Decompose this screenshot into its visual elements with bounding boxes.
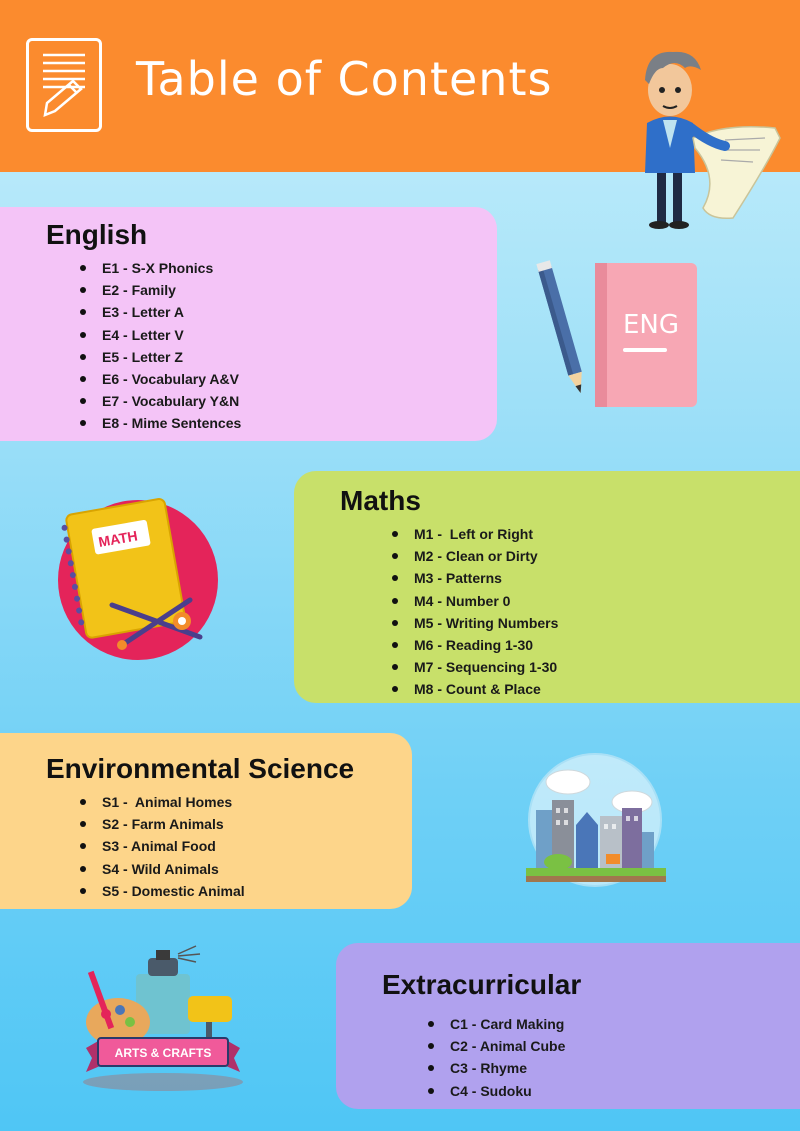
list-item: M1 - Left or Right: [392, 523, 800, 545]
list-item: M8 - Count & Place: [392, 678, 800, 700]
section-english: [0, 207, 497, 441]
topic-list: [428, 1013, 800, 1102]
maths-notebook-compass-illustration: [50, 495, 230, 660]
list-item: E4 - Letter V: [80, 324, 497, 346]
section-heading: Extracurricular: [382, 969, 582, 1000]
list-item: M7 - Sequencing 1-30: [392, 656, 800, 678]
list-item: M5 - Writing Numbers: [392, 612, 800, 634]
notebook-label: MATH: [97, 527, 139, 550]
list-item: E7 - Vocabulary Y&N: [80, 390, 497, 412]
list-item: E5 - Letter Z: [80, 346, 497, 368]
list-item: M6 - Reading 1-30: [392, 634, 800, 656]
section-heading: Environmental Science: [46, 753, 355, 784]
list-item: C4 - Sudoku: [428, 1080, 800, 1102]
list-item: E8 - Mime Sentences: [80, 412, 497, 434]
list-item: M4 - Number 0: [392, 590, 800, 612]
list-item: S4 - Wild Animals: [80, 858, 412, 880]
section-environmental-science: [0, 733, 412, 909]
list-item: E2 - Family: [80, 279, 497, 301]
section-heading: Maths: [340, 485, 421, 516]
arts-crafts-illustration: [78, 940, 248, 1095]
list-item: E6 - Vocabulary A&V: [80, 368, 497, 390]
list-item: S1 - Animal Homes: [80, 791, 412, 813]
arts-crafts-banner-label: ARTS & CRAFTS: [114, 1046, 212, 1060]
list-item: C2 - Animal Cube: [428, 1035, 800, 1057]
section-extracurricular: [336, 943, 800, 1109]
list-item: C1 - Card Making: [428, 1013, 800, 1035]
book-label: ENG: [623, 310, 680, 340]
english-book-pencil-illustration: [535, 255, 705, 415]
man-reading-scroll-illustration: [615, 28, 790, 233]
list-item: M2 - Clean or Dirty: [392, 545, 800, 567]
list-item: C3 - Rhyme: [428, 1057, 800, 1079]
list-item: S5 - Domestic Animal: [80, 880, 412, 902]
document-pencil-icon: [26, 38, 102, 132]
list-item: E1 - S-X Phonics: [80, 257, 497, 279]
list-item: S2 - Farm Animals: [80, 813, 412, 835]
topic-list: [392, 523, 800, 701]
section-maths: [294, 471, 800, 703]
section-heading: English: [46, 219, 148, 250]
list-item: E3 - Letter A: [80, 301, 497, 323]
city-globe-illustration: [520, 750, 670, 890]
list-item: S3 - Animal Food: [80, 835, 412, 857]
list-item: M3 - Patterns: [392, 567, 800, 589]
page-title: Table of Contents: [136, 52, 553, 106]
topic-list: [80, 791, 412, 902]
topic-list: [80, 257, 497, 435]
